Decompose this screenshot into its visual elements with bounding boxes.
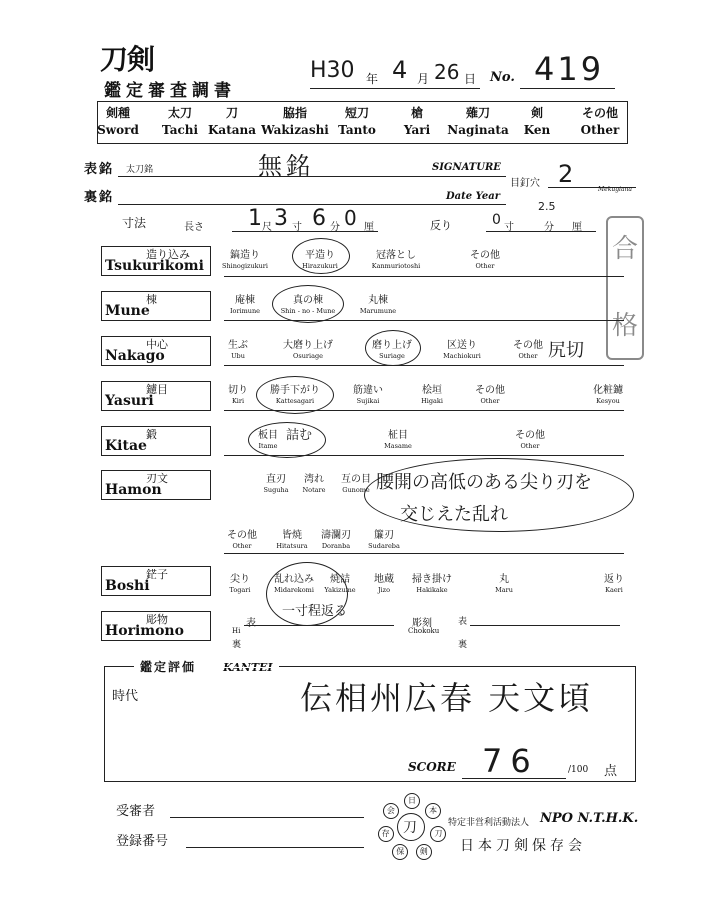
option-jp: 区送り — [447, 340, 477, 351]
pass-stamp-top: 合 — [611, 234, 638, 264]
option-jp: 掃き掛け — [412, 574, 452, 585]
sword-type-naginata-jp: 薙刀 — [465, 106, 490, 120]
org-code: NPO N.T.H.K. — [540, 811, 639, 826]
sword-type-katana-en: Katana — [207, 123, 257, 137]
applicant-label: 受審者 — [116, 804, 156, 819]
mune-en: Mune — [105, 303, 150, 319]
option-romaji: Sujikai — [356, 397, 380, 405]
seal-ring-char — [392, 844, 408, 860]
section-yasuri — [101, 381, 211, 411]
circle-shin-no-mune — [272, 285, 344, 323]
option-romaji: Doranba — [321, 542, 351, 550]
sori-sun: 0 — [492, 212, 501, 228]
seal-ring-text: 日 — [408, 796, 416, 805]
nakago-jp: 中心 — [146, 338, 168, 351]
option-kesyou — [573, 381, 643, 405]
option-jp: 丸棟 — [368, 295, 388, 306]
option-romaji: Other — [518, 352, 538, 360]
size-label: 寸法 — [122, 216, 147, 230]
kantei-label-jp: 鑑定評価 — [140, 660, 197, 674]
pass-stamp-bottom: 格 — [611, 311, 638, 341]
option-romaji: Ubu — [231, 352, 245, 360]
option-jp: 丸 — [499, 574, 509, 585]
option-jp: 焼詰 — [330, 574, 350, 585]
tsukurikomi-jp: 造り込み — [146, 248, 190, 261]
option-jp: その他 — [227, 530, 257, 541]
seal-ring-char — [383, 803, 399, 819]
option-jp: 地蔵 — [374, 574, 394, 585]
option-romaji: Togari — [229, 586, 251, 594]
option-shinogizukuri — [210, 246, 280, 270]
sori-bu: 2.5 — [538, 200, 556, 213]
date-month: 4 — [392, 56, 408, 84]
option-jp: 磨り上げ — [372, 340, 412, 351]
hamon-jp: 刃文 — [146, 472, 168, 485]
org-name: 日本刀剣保存会 — [460, 838, 586, 854]
seal-ring-text: 会 — [386, 806, 395, 816]
length-sun: 3 — [274, 206, 288, 231]
nakago-handwritten: 尻切 — [548, 340, 584, 361]
seal-ring-text: 本 — [429, 806, 438, 816]
option-jp: 直刃 — [266, 474, 286, 485]
form-title: 鑑定審査調書 — [104, 81, 236, 101]
sword-type-other-en: Other — [580, 123, 620, 137]
option-jp: 尖り — [230, 574, 250, 585]
horimono-jp: 彫物 — [146, 613, 168, 626]
option-jp: 冠落とし — [376, 250, 416, 261]
sword-type-katana-jp: 刀 — [225, 106, 238, 120]
seal-ring-text: 剣 — [419, 847, 428, 857]
seal-ring-char — [378, 826, 394, 842]
horimono-en: Horimono — [105, 623, 184, 639]
signature-value: 無銘 — [258, 152, 314, 180]
option-jp: その他 — [475, 385, 505, 396]
length-sun-mark: 寸 — [292, 222, 302, 233]
section-kitae — [101, 426, 211, 456]
option-romaji: Hakikake — [416, 586, 448, 594]
yasuri-en: Yasuri — [105, 393, 154, 409]
length-rin: 0 — [344, 206, 357, 230]
option-romaji: Shin - no - Mune — [280, 307, 336, 315]
option-romaji: Hitatsura — [276, 542, 308, 550]
option-romaji: Kiri — [231, 397, 245, 405]
score-label: SCORE — [408, 760, 456, 774]
option-kanmuriotoshi — [361, 246, 431, 270]
tsukurikomi-en: Tsukurikomi — [105, 258, 204, 274]
score-value: 76 — [482, 742, 539, 780]
date-day-mark: 日 — [464, 72, 477, 86]
sword-type-sword-jp: 剣種 — [105, 106, 130, 120]
option-machiokuri — [427, 336, 497, 360]
section-tsukurikomi — [101, 246, 211, 276]
option-jp: 庵棟 — [235, 295, 255, 306]
length-shaku-mark: 尺 — [262, 222, 272, 233]
option-romaji: Notare — [302, 486, 326, 494]
option-hakikake — [397, 570, 467, 594]
hamon-handwritten-1: 腰開の高低のある尖り刃を — [376, 472, 592, 493]
horimono-ura: 裏 — [232, 640, 242, 650]
org-type: 特定非営利活動法人 — [448, 818, 530, 828]
length-bu-mark: 分 — [330, 222, 340, 233]
option-romaji: Other — [475, 262, 495, 270]
option-jp: 返り — [604, 574, 624, 585]
horimono-hi: Hi — [232, 627, 241, 635]
option-romaji: Kanmuriotoshi — [371, 262, 421, 270]
length-label: 長さ — [184, 222, 204, 233]
tachi-mei-label: 太刀銘 — [126, 165, 154, 175]
sword-type-tachi-jp: 太刀 — [167, 106, 192, 120]
sori-bu-mark: 分 — [544, 222, 554, 233]
option-romaji: Yakizume — [324, 586, 356, 594]
option-romaji: Higaki — [421, 397, 443, 405]
sword-type-yari-jp: 槍 — [410, 106, 423, 120]
seal-ring-char — [404, 793, 420, 809]
nakago-en: Nakago — [105, 348, 165, 364]
sword-type-sword-en: Sword — [97, 123, 139, 137]
boshi-handwritten: 一寸程返る — [282, 604, 348, 619]
sword-type-wakizashi-en: Wakizashi — [261, 123, 329, 137]
kantei-label-en: KANTEI — [223, 661, 273, 674]
date-year-label: Date Year — [446, 191, 500, 202]
sword-type-naginata-en: Naginata — [447, 123, 509, 137]
option-other — [495, 426, 565, 450]
option-jp: 濤瀾刃 — [321, 530, 351, 541]
option-sudareba — [349, 526, 419, 550]
option-jp: その他 — [515, 430, 545, 441]
option-other — [455, 381, 525, 405]
option-other — [450, 246, 520, 270]
option-romaji: Other — [520, 442, 540, 450]
option-jp: 勝手下がり — [270, 385, 320, 396]
option-jp: 互の目 — [341, 474, 371, 485]
score-max: /100 — [568, 765, 589, 775]
option-kaeri — [579, 570, 649, 594]
circle-suriage — [365, 330, 421, 366]
option-jp: 筋違い — [353, 385, 383, 396]
date-era: H30 — [310, 58, 355, 83]
kitae-jp: 鍛 — [146, 428, 157, 441]
option-jp: 切り — [228, 385, 248, 396]
option-romaji: Iorimune — [229, 307, 261, 315]
option-jp: 乱れ込み — [274, 574, 314, 585]
horimono-chokoku: 彫刻 — [412, 618, 432, 629]
option-romaji: Other — [480, 397, 500, 405]
option-jp: 湾れ — [304, 474, 324, 485]
no-label: No. — [490, 70, 515, 85]
option-romaji: Masame — [384, 442, 412, 450]
horimono-chokoku-omote: 表 — [458, 617, 468, 627]
mune-jp: 棟 — [146, 293, 157, 306]
horimono-chokoku-ura: 裏 — [458, 640, 468, 650]
section-hamon — [101, 470, 211, 500]
score-unit: 点 — [604, 764, 618, 779]
mekugi-value: 2 — [558, 160, 574, 188]
option-romaji: Sudareba — [368, 542, 400, 550]
sword-type-yari-en: Yari — [403, 123, 431, 137]
section-boshi — [101, 566, 211, 596]
date-day: 26 — [434, 60, 460, 84]
length-bu: 6 — [312, 206, 326, 231]
option-jp: 平造り — [305, 250, 335, 261]
option-romaji: Marumune — [359, 307, 397, 315]
option-sujikai — [333, 381, 403, 405]
option-romaji: Machiokuri — [443, 352, 481, 360]
option-romaji: Osuriage — [293, 352, 323, 360]
seal-ring-char — [430, 826, 446, 842]
length-rin-mark: 厘 — [364, 222, 374, 233]
seal-ring-text: 刀 — [434, 829, 443, 838]
option-jp: その他 — [470, 250, 500, 261]
sword-type-ken-jp: 剣 — [530, 106, 543, 120]
seal-ring-char — [416, 844, 432, 860]
option-jp: 鎬造り — [230, 250, 260, 261]
section-mune — [101, 291, 211, 321]
pass-stamp — [606, 216, 644, 360]
no-value: 419 — [534, 50, 605, 88]
section-horimono — [101, 611, 211, 641]
boshi-jp: 鋩子 — [146, 568, 168, 581]
option-masame — [363, 426, 433, 450]
horimono-omote: 表 — [246, 618, 256, 629]
option-romaji: Kesyou — [596, 397, 620, 405]
option-romaji: Suriage — [379, 352, 405, 360]
seal-ring-text: 存 — [381, 829, 390, 838]
hamon-en: Hamon — [105, 482, 162, 498]
signature-en: SIGNATURE — [432, 162, 501, 173]
sori-sun-mark: 寸 — [504, 222, 514, 233]
option-jp: 大磨り上げ — [283, 340, 333, 351]
option-romaji: Kattesagari — [275, 397, 315, 405]
kantei-handwritten: 伝相州広春 天文頃 — [300, 679, 594, 717]
option-romaji: Maru — [495, 586, 513, 594]
option-jp: 柾目 — [388, 430, 408, 441]
sword-type-other-jp: その他 — [581, 106, 618, 120]
kantei-label — [134, 656, 279, 675]
ura-mei-label: 裏銘 — [84, 190, 115, 205]
sword-type-tanto-jp: 短刀 — [344, 106, 369, 120]
circle-kattesagari — [256, 376, 334, 414]
org-seal — [374, 790, 448, 864]
registration-label: 登録番号 — [116, 834, 169, 849]
omote-mei-label: 表銘 — [84, 162, 115, 177]
era-label: 時代 — [112, 689, 139, 704]
circle-hirazukuri — [292, 238, 350, 274]
option-jp: 真の棟 — [293, 295, 323, 306]
option-romaji: Shinogizukuri — [222, 262, 268, 270]
option-romaji: Jizo — [377, 586, 391, 594]
kitae-handwritten: 詰む — [286, 428, 313, 443]
option-jp: 簾刃 — [374, 530, 394, 541]
option-jp: 化粧鑢 — [593, 385, 623, 396]
option-romaji: Other — [232, 542, 252, 550]
sori-rin-mark: 厘 — [572, 222, 582, 233]
boshi-en: Boshi — [105, 578, 150, 594]
option-jp: 板目 — [258, 430, 278, 441]
logo: 刀剣 — [100, 43, 155, 76]
option-maru — [469, 570, 539, 594]
hamon-handwritten-2: 交じえた乱れ — [400, 504, 508, 525]
option-marumune — [343, 291, 413, 315]
option-osuriage — [273, 336, 343, 360]
option-ubu — [203, 336, 273, 360]
sori-label: 反り — [430, 219, 452, 232]
kitae-en: Kitae — [105, 438, 147, 454]
sword-type-tanto-en: Tanto — [338, 123, 376, 137]
yasuri-jp: 鑢目 — [146, 383, 168, 396]
mekugi-en: Mekugiana — [598, 186, 632, 193]
option-jp: 生ぶ — [228, 340, 248, 351]
option-romaji: Suguha — [263, 486, 289, 494]
date-year-mark: 年 — [366, 72, 379, 86]
length-shaku: 1 — [248, 206, 262, 231]
seal-ring-char — [425, 803, 441, 819]
sword-type-tachi-en: Tachi — [161, 123, 199, 137]
option-jp: 桧垣 — [422, 385, 442, 396]
option-romaji: Midarekomi — [274, 586, 314, 594]
option-romaji: Hirazukuri — [302, 262, 338, 270]
option-romaji: Itame — [258, 442, 278, 450]
seal-ring-text: 保 — [396, 847, 405, 857]
sword-type-ken-en: Ken — [523, 123, 551, 137]
option-romaji: Kaeri — [605, 586, 623, 594]
option-jp: その他 — [513, 340, 543, 351]
sword-type-wakizashi-jp: 脇指 — [282, 106, 307, 120]
mekugi-label: 目釘穴 — [510, 178, 540, 189]
option-romaji: Gunome — [342, 486, 370, 494]
option-jp: 皆焼 — [282, 530, 302, 541]
date-month-mark: 月 — [417, 72, 430, 86]
option-iorimune — [210, 291, 280, 315]
section-nakago — [101, 336, 211, 366]
horimono-chokoku-en: Chokoku — [408, 627, 440, 635]
seal-center: 刀 — [403, 820, 417, 836]
